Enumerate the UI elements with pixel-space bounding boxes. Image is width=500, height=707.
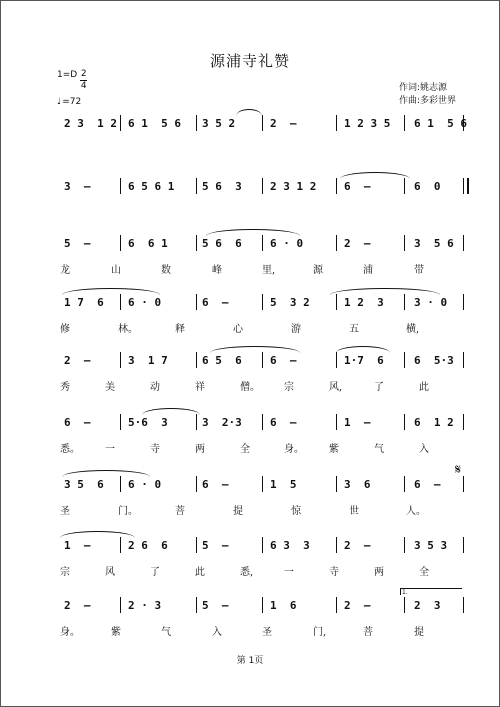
slur <box>142 408 200 415</box>
measure: 6 – <box>64 416 91 429</box>
measure: 2 – <box>270 117 297 130</box>
bar-line <box>262 414 263 430</box>
measure: 6 0 <box>414 180 441 193</box>
measure: 1 – <box>344 416 371 429</box>
quarter-note-icon: ♩ <box>57 97 62 107</box>
bar-line <box>404 235 405 251</box>
measure: 6 1 2 <box>414 416 454 429</box>
measure: 1 2 3 5 <box>344 117 391 130</box>
staff-row <box>60 354 464 374</box>
lyric-syllable: 人。 <box>406 506 426 517</box>
bar-line <box>262 178 263 194</box>
credits <box>399 82 456 108</box>
lyric-syllable: 世 <box>349 506 359 517</box>
lyric-row <box>60 563 464 577</box>
lyric-syllable: 寺 <box>150 444 160 455</box>
lyric-syllable: 入 <box>212 627 222 638</box>
lyric-row <box>60 623 464 637</box>
lyric-row <box>60 261 464 275</box>
slur <box>340 172 410 179</box>
composer-credit: 作曲:多彩世界 <box>399 96 457 106</box>
lyric-syllable: 修 <box>60 324 70 335</box>
measure: 2 3 1 2 <box>270 180 317 193</box>
bar-line <box>336 235 337 251</box>
lyric-row <box>60 320 464 334</box>
key-signature-block <box>57 70 87 108</box>
lyric-syllable: 紫 <box>329 444 339 455</box>
measure: 3 – <box>64 180 91 193</box>
staff-row <box>60 180 464 200</box>
measure: 3 5 6 <box>414 237 454 250</box>
bar-line <box>463 476 464 492</box>
staff-row <box>60 478 464 498</box>
lyric-syllable: 全 <box>419 567 429 578</box>
lyric-syllable: 山 <box>111 265 121 276</box>
bar-line <box>463 537 464 553</box>
measure: 3 5 3 <box>414 539 448 552</box>
lyric-syllable: 悉, <box>240 567 254 578</box>
bar-line <box>404 352 405 368</box>
measure: 2 3 <box>414 599 441 612</box>
bar-line <box>196 476 197 492</box>
lyric-syllable: 圣 <box>262 627 272 638</box>
lyric-syllable: 动 <box>150 382 160 393</box>
measure: 3 5 2 <box>202 117 236 130</box>
bar-line <box>463 597 464 613</box>
lyric-syllable: 气 <box>374 444 384 455</box>
lyric-syllable: 宗 <box>60 567 70 578</box>
tempo-marking: ♩ =72 <box>57 97 82 107</box>
lyric-syllable: 数 <box>161 265 171 276</box>
lyric-syllable: 此 <box>195 567 205 578</box>
measure: 6 · 0 <box>270 237 304 250</box>
bar-line <box>262 115 263 131</box>
bar-line <box>196 352 197 368</box>
measure: 2 – <box>64 599 91 612</box>
measure: 6 – <box>202 296 229 309</box>
measure: 2 3 1 2 <box>64 117 117 130</box>
measure: 6 – <box>344 180 371 193</box>
measure: 6 1 5 6 <box>414 117 467 130</box>
bar-line <box>336 352 337 368</box>
measure: 5 – <box>202 599 229 612</box>
measure: 1·7 6 <box>344 354 384 367</box>
measure: 5 6 3 <box>202 180 242 193</box>
staff-row <box>60 416 464 436</box>
song-title: 源浦寺礼赞 <box>209 52 290 70</box>
slur <box>62 470 150 477</box>
measure: 6 6 1 <box>128 237 168 250</box>
staff-row <box>60 296 464 316</box>
page-number: 第 1页 <box>236 656 264 666</box>
lyric-syllable: 心 <box>233 324 243 335</box>
lyric-syllable: 圣 <box>60 506 70 517</box>
measure: 3 5 6 <box>64 478 104 491</box>
bar-line <box>120 352 121 368</box>
lyricist-credit: 作词:姚志源 <box>399 83 448 93</box>
measure: 1 6 <box>270 599 297 612</box>
measure: 5 6 6 <box>202 237 242 250</box>
bar-line <box>120 597 121 613</box>
measure: 2 – <box>344 237 371 250</box>
bar-line <box>120 537 121 553</box>
lyric-syllable: 一 <box>105 444 115 455</box>
bar-line <box>196 414 197 430</box>
bar-line <box>404 294 405 310</box>
slur <box>62 288 160 295</box>
measure: 1 7 6 <box>64 296 104 309</box>
lyric-syllable: 门, <box>313 627 327 638</box>
slur <box>236 109 262 116</box>
lyric-row <box>60 440 464 454</box>
lyric-syllable: 全 <box>240 444 250 455</box>
bar-line <box>336 597 337 613</box>
lyric-syllable: 横, <box>406 324 420 335</box>
measure: 6 1 5 6 <box>128 117 181 130</box>
slur <box>60 531 135 538</box>
bar-line <box>262 537 263 553</box>
measure: 2 · 3 <box>128 599 162 612</box>
measure: 2 6 6 <box>128 539 168 552</box>
bar-line <box>404 178 405 194</box>
time-signature: 2 4 <box>80 69 87 91</box>
slur <box>336 346 390 353</box>
lyric-syllable: 紫 <box>111 627 121 638</box>
lyric-syllable: 龙 <box>60 265 70 276</box>
lyric-syllable: 游 <box>291 324 301 335</box>
measure: 3 1 7 <box>128 354 168 367</box>
lyric-syllable: 寺 <box>329 567 339 578</box>
segno-icon: 𝄋 <box>455 462 462 478</box>
lyric-syllable: 提 <box>414 627 424 638</box>
lyric-syllable: 两 <box>374 567 384 578</box>
lyric-syllable: 惊 <box>291 506 301 517</box>
lyric-syllable: 身。 <box>60 627 80 638</box>
lyric-row <box>60 502 464 516</box>
lyric-syllable: 一 <box>284 567 294 578</box>
bar-line <box>262 352 263 368</box>
lyric-syllable: 宗 <box>284 382 294 393</box>
bar-line <box>262 476 263 492</box>
lyric-syllable: 门。 <box>118 506 138 517</box>
lyric-syllable: 了 <box>150 567 160 578</box>
measure: 6 5·3 <box>414 354 454 367</box>
volta-bracket: 1. <box>400 588 462 595</box>
lyric-syllable: 源 <box>313 265 323 276</box>
lyric-syllable: 秀 <box>60 382 70 393</box>
lyric-syllable: 释 <box>175 324 185 335</box>
key-signature: 1=D <box>57 70 78 80</box>
staff-row <box>60 117 467 137</box>
bar-line <box>463 294 464 310</box>
bar-line <box>120 178 121 194</box>
measure: 5 – <box>64 237 91 250</box>
slur <box>206 229 300 236</box>
lyric-syllable: 美 <box>105 382 115 393</box>
bar-line <box>196 178 197 194</box>
lyric-syllable: 提 <box>233 506 243 517</box>
staff-row <box>60 539 464 559</box>
lyric-syllable: 了 <box>374 382 384 393</box>
measure: 6 · 0 <box>128 478 162 491</box>
lyric-syllable: 里, <box>262 265 276 276</box>
bar-line <box>196 235 197 251</box>
slur <box>330 288 440 295</box>
lyric-syllable: 风 <box>105 567 115 578</box>
measure: 5 – <box>202 539 229 552</box>
lyric-syllable: 五 <box>349 324 359 335</box>
bar-line <box>120 115 121 131</box>
measure: 3 2·3 <box>202 416 242 429</box>
bar-line <box>262 235 263 251</box>
lyric-syllable: 风, <box>329 382 343 393</box>
bar-line <box>262 597 263 613</box>
lyric-syllable: 僧。 <box>240 382 260 393</box>
bar-line <box>336 115 337 131</box>
staff-row <box>60 599 464 619</box>
bar-line <box>404 537 405 553</box>
bar-line <box>404 414 405 430</box>
lyric-syllable: 祥 <box>195 382 205 393</box>
bar-line <box>404 115 405 131</box>
measure: 5·6 3 <box>128 416 168 429</box>
measure: 6 5 6 <box>202 354 242 367</box>
measure: 6 3 3 <box>270 539 310 552</box>
measure: 6 – <box>270 354 297 367</box>
bar-line <box>196 294 197 310</box>
bar-line <box>404 597 405 613</box>
bar-line <box>262 294 263 310</box>
lyric-syllable: 菩 <box>175 506 185 517</box>
measure: 3 6 <box>344 478 371 491</box>
bar-line <box>120 414 121 430</box>
lyric-syllable: 带 <box>414 265 424 276</box>
lyric-syllable: 浦 <box>363 265 373 276</box>
lyric-syllable: 此 <box>419 382 429 393</box>
bar-line <box>336 414 337 430</box>
lyric-syllable: 两 <box>195 444 205 455</box>
bar-line <box>463 178 469 194</box>
measure: 3 · 0 <box>414 296 448 309</box>
measure: 6 · 0 <box>128 296 162 309</box>
measure: 1 5 <box>270 478 297 491</box>
measure: 6 5 6 1 <box>128 180 175 193</box>
bar-line <box>196 115 197 131</box>
bar-line <box>404 476 405 492</box>
bar-line <box>336 537 337 553</box>
measure: 5 3 2 <box>270 296 310 309</box>
bar-line <box>196 537 197 553</box>
slur <box>210 346 300 353</box>
bar-line <box>463 235 464 251</box>
bar-line <box>120 476 121 492</box>
bar-line <box>120 235 121 251</box>
bar-line <box>120 294 121 310</box>
measure: 2 – <box>344 539 371 552</box>
lyric-syllable: 林。 <box>118 324 138 335</box>
measure: 1 2 3 <box>344 296 384 309</box>
measure: 2 – <box>344 599 371 612</box>
lyric-syllable: 峰 <box>212 265 222 276</box>
measure: 6 – <box>414 478 441 491</box>
bar-line <box>336 294 337 310</box>
bar-line <box>336 178 337 194</box>
bar-line <box>336 476 337 492</box>
bar-line <box>463 352 464 368</box>
lyric-row <box>60 378 464 392</box>
measure: 2 – <box>64 354 91 367</box>
bar-line <box>196 597 197 613</box>
measure: 1 – <box>64 539 91 552</box>
staff-row <box>60 237 464 257</box>
bar-line <box>463 414 464 430</box>
lyric-syllable: 身。 <box>284 444 304 455</box>
lyric-syllable: 悉。 <box>60 444 80 455</box>
lyric-syllable: 气 <box>161 627 171 638</box>
measure: 6 – <box>270 416 297 429</box>
measure: 6 – <box>202 478 229 491</box>
lyric-syllable: 入 <box>419 444 429 455</box>
lyric-syllable: 菩 <box>363 627 373 638</box>
